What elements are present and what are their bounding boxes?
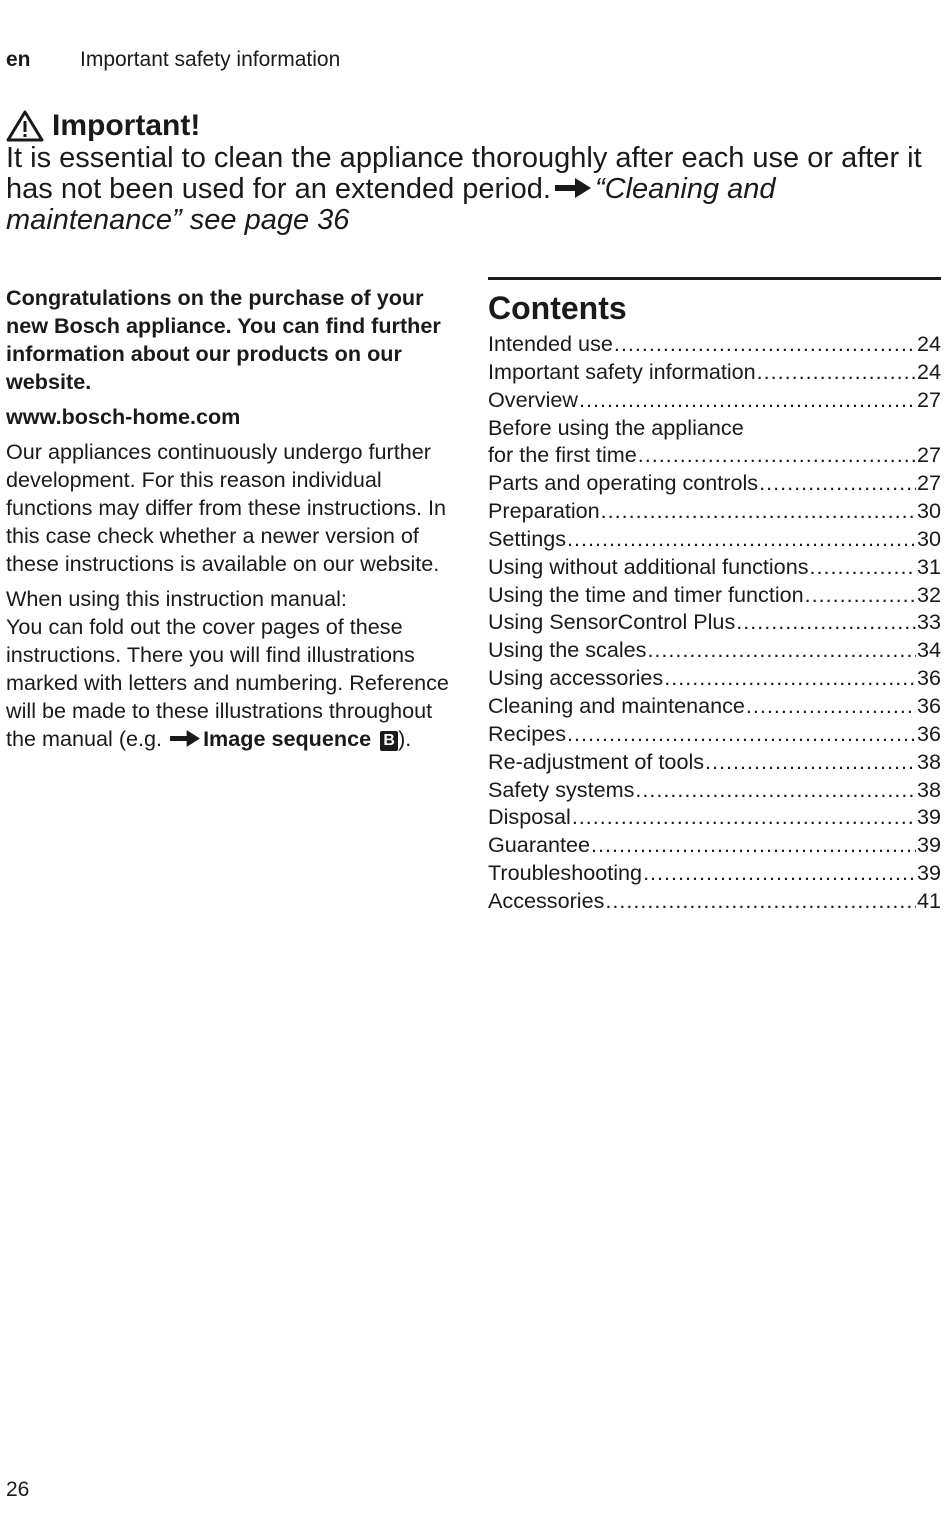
development-note: Our appliances continuously undergo further development. For this reason individual functions may differ from these instructions. In this case check whether a newer version of these instructions is available on our website. [6,439,447,576]
toc-entry-label: Parts and operating controls [488,470,759,496]
toc-entry[interactable] [488,692,941,720]
toc-entry-label: Troubleshooting [488,860,643,886]
contents-list [488,330,941,915]
warning-page-reference[interactable]: “Cleaning and maintenance” see page 36 [6,173,776,236]
toc-entry-page: 30 [916,498,941,524]
toc-entry-page: 32 [916,581,941,607]
important-warning [6,108,941,236]
toc-entry-line[interactable]: Before using the appliance [488,414,744,440]
toc-leader-dots [572,803,916,831]
toc-leader-dots [705,748,916,776]
toc-leader-dots [759,469,916,497]
toc-entry-page: 31 [916,553,941,579]
toc-entry-label: Settings [488,525,567,551]
toc-entry[interactable] [488,803,941,831]
toc-leader-dots [591,831,916,859]
toc-entry[interactable] [488,776,941,804]
toc-entry-page: 36 [916,720,941,746]
arrow-right-icon [555,178,591,198]
toc-entry-label: Using SensorControl Plus [488,609,736,635]
toc-entry-page: 24 [916,358,941,384]
toc-entry[interactable] [488,748,941,776]
toc-entry-page: 36 [916,692,941,718]
toc-entry-page: 41 [916,887,941,913]
toc-entry-label: Cleaning and maintenance [488,692,745,718]
toc-entry[interactable] [488,831,941,859]
toc-entry-label: Using without additional functions [488,553,809,579]
warning-text [6,143,941,236]
toc-leader-dots [605,887,916,915]
toc-entry-label: Using accessories [488,665,664,691]
toc-entry-page: 39 [916,860,941,886]
toc-entry-label: Using the scales [488,637,647,663]
manual-usage-body: You can fold out the cover pages of these instructions. There you will find illustrations marked with letters and numbering. Reference will be made to these illustrations throughout the manual (e.g. [6,614,449,751]
toc-leader-dots [567,720,916,748]
toc-entry-page: 27 [916,442,941,468]
toc-entry[interactable] [488,553,941,581]
toc-leader-dots [757,358,916,386]
toc-leader-dots [635,776,916,804]
toc-entry-page: 34 [916,637,941,663]
toc-entry-label: Overview [488,386,578,412]
toc-entry-page: 39 [916,832,941,858]
toc-entry[interactable] [488,608,941,636]
toc-entry-label: for the first time [488,442,637,468]
toc-entry-label: Preparation [488,498,600,524]
toc-entry-page: 36 [916,665,941,691]
toc-entry[interactable] [488,664,941,692]
toc-entry[interactable] [488,581,941,609]
running-header-title: Important safety information [80,48,341,71]
manual-usage-end: ). [398,726,412,751]
toc-entry[interactable] [488,469,941,497]
toc-entry[interactable] [488,525,941,553]
warning-heading-row [6,108,941,144]
warning-body-text: It is essential to clean the appliance thoroughly after each use or after it has not been used for an extended period. [6,142,922,205]
toc-entry[interactable] [488,441,941,469]
toc-entry[interactable] [488,330,941,358]
toc-entry-label: Using the time and timer function [488,581,804,607]
toc-leader-dots [810,553,916,581]
toc-entry-page: 27 [916,386,941,412]
toc-entry-label: Recipes [488,720,567,746]
intro-column [6,284,466,753]
website-link[interactable]: www.bosch-home.com [6,404,241,429]
toc-entry-page: 27 [916,470,941,496]
toc-leader-dots [664,664,916,692]
congratulations-text: Congratulations on the purchase of your new Bosch appliance. You can find further information about our products on our website. [6,285,441,394]
manual-usage-heading: When using this instruction manual: [6,586,347,611]
toc-leader-dots [746,692,916,720]
figure-letter-badge: B [380,731,398,751]
toc-leader-dots [638,441,916,469]
toc-entry-page: 38 [916,748,941,774]
table-of-contents [488,277,941,915]
toc-entry-label: Important safety information [488,358,756,384]
toc-leader-dots [579,386,916,414]
toc-entry-page: 39 [916,804,941,830]
contents-top-rule [488,277,941,280]
toc-leader-dots [567,525,916,553]
toc-entry[interactable] [488,859,941,887]
toc-entry-label: Guarantee [488,832,591,858]
toc-leader-dots [643,859,916,887]
language-code: en [6,48,31,71]
toc-entry-page: 33 [916,609,941,635]
toc-leader-dots [601,497,916,525]
toc-entry-label: Disposal [488,804,571,830]
toc-entry-page: 38 [916,776,941,802]
toc-leader-dots [614,330,916,358]
image-sequence-reference[interactable]: Image sequence [203,726,372,751]
toc-entry-page: 24 [916,331,941,356]
toc-entry-label: Safety systems [488,776,635,802]
toc-entry[interactable] [488,636,941,664]
toc-leader-dots [736,608,916,636]
toc-entry[interactable] [488,358,941,386]
toc-entry[interactable] [488,386,941,414]
toc-leader-dots [805,581,916,609]
toc-entry-label: Re-adjustment of tools [488,748,705,774]
toc-entry-label: Intended use [488,331,613,356]
toc-entry[interactable] [488,887,941,915]
page-number: 26 [6,1478,30,1501]
toc-entry-label: Accessories [488,887,605,913]
arrow-right-icon [170,730,200,747]
toc-leader-dots [647,636,916,664]
toc-entry[interactable] [488,497,941,525]
warning-heading: Important! [52,109,201,142]
warning-triangle-icon [6,110,44,142]
toc-entry-page: 30 [916,525,941,551]
toc-entry[interactable] [488,720,941,748]
manual-usage-text [6,613,466,753]
contents-title: Contents [488,290,627,326]
